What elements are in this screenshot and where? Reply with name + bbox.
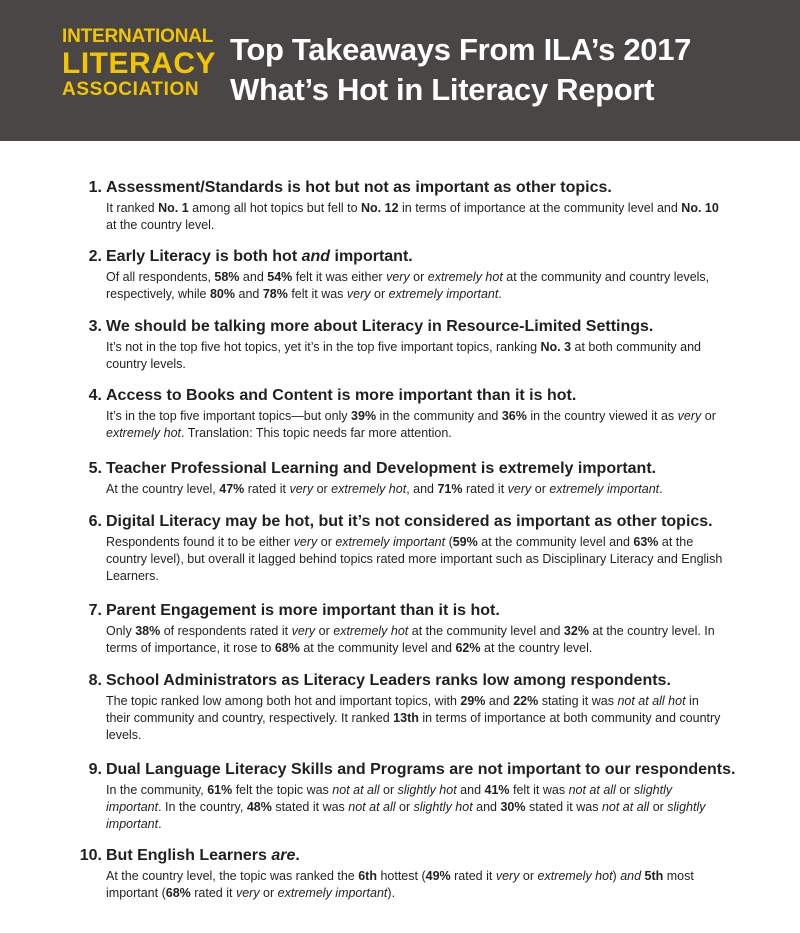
body-segment: extremely hot bbox=[106, 426, 182, 440]
body-segment: ( bbox=[445, 535, 453, 549]
body-segment: at the community level and bbox=[299, 641, 456, 655]
body-segment: 63% bbox=[633, 535, 659, 549]
takeaway-body bbox=[106, 623, 726, 657]
body-segment: 48% bbox=[246, 800, 272, 814]
body-segment: In the community, bbox=[106, 783, 208, 797]
body-segment: The topic ranked low among both hot and important topics, with bbox=[106, 694, 461, 708]
body-segment: and bbox=[472, 800, 501, 814]
body-segment: extremely important bbox=[388, 287, 499, 301]
body-segment: very bbox=[235, 886, 260, 900]
body-segment: and bbox=[485, 694, 514, 708]
takeaway-heading bbox=[106, 846, 786, 866]
body-segment: rated it bbox=[244, 482, 290, 496]
takeaway-heading bbox=[106, 386, 786, 406]
body-segment: felt it was bbox=[509, 783, 569, 797]
body-segment: rated it bbox=[462, 482, 508, 496]
takeaway-number: 2. bbox=[88, 248, 102, 265]
body-segment: in their community and country, respectively. It ranked bbox=[106, 694, 699, 725]
body-segment: and bbox=[235, 287, 263, 301]
page-title-line-2: What’s Hot in Literacy Report bbox=[230, 72, 655, 107]
heading-segment: are bbox=[271, 847, 296, 864]
heading-segment: But English Learners bbox=[106, 847, 272, 864]
body-segment: No. 3 bbox=[540, 340, 572, 354]
takeaway-heading bbox=[106, 512, 786, 532]
body-segment: 13th bbox=[393, 711, 419, 725]
heading-segment: Access to Books and Content is more important than it is hot. bbox=[106, 387, 577, 404]
body-segment: 80% bbox=[209, 287, 236, 301]
body-segment: Only bbox=[106, 624, 136, 638]
heading-segment: Parent Engagement is more important than it is hot. bbox=[106, 602, 500, 619]
body-segment: 38% bbox=[135, 624, 161, 638]
body-segment: not at all bbox=[348, 800, 396, 814]
body-segment: felt the topic was bbox=[232, 783, 333, 797]
body-segment: and bbox=[620, 869, 642, 883]
body-segment: or bbox=[701, 409, 716, 423]
body-segment: 32% bbox=[563, 624, 589, 638]
body-segment: very bbox=[346, 287, 371, 301]
body-segment: 41% bbox=[484, 783, 510, 797]
body-segment: slightly hot bbox=[397, 783, 457, 797]
takeaway-body bbox=[106, 782, 726, 833]
logo-line-international: INTERNATIONAL bbox=[62, 26, 214, 47]
body-segment: Respondents found it to be either bbox=[106, 535, 294, 549]
takeaway-body bbox=[106, 868, 726, 902]
body-segment: 68% bbox=[165, 886, 191, 900]
page-title bbox=[230, 30, 790, 110]
body-segment: extremely hot bbox=[537, 869, 613, 883]
body-segment: or bbox=[370, 287, 389, 301]
body-segment: at the country level. bbox=[106, 218, 215, 232]
body-segment: felt it was bbox=[287, 287, 347, 301]
takeaway-heading bbox=[106, 247, 786, 267]
body-segment: among all hot topics but fell to bbox=[188, 201, 362, 215]
body-segment: in terms of importance at the community level and bbox=[398, 201, 682, 215]
takeaway-body bbox=[106, 693, 726, 744]
takeaway-number: 9. bbox=[88, 761, 102, 778]
body-segment: 39% bbox=[351, 409, 377, 423]
body-segment: hottest ( bbox=[376, 869, 426, 883]
body-segment: 54% bbox=[267, 270, 293, 284]
body-segment: very bbox=[291, 624, 316, 638]
body-segment: not at all bbox=[601, 800, 650, 814]
body-segment: At the country level, the topic was ranked the bbox=[106, 869, 359, 883]
body-segment: 49% bbox=[425, 869, 451, 883]
body-segment: slightly important bbox=[106, 783, 673, 814]
body-segment: or bbox=[409, 270, 428, 284]
body-segment: not at all hot bbox=[617, 694, 686, 708]
takeaway-number: 10. bbox=[79, 847, 102, 864]
body-segment: and bbox=[239, 270, 268, 284]
takeaway-heading bbox=[106, 459, 786, 479]
heading-segment: We should be talking more about Literacy in Resource-Limited Settings. bbox=[106, 318, 654, 335]
body-segment: or bbox=[315, 624, 334, 638]
body-segment: No. 12 bbox=[361, 201, 399, 215]
body-segment: No. 1 bbox=[158, 201, 189, 215]
heading-segment: Teacher Professional Learning and Development is extremely important. bbox=[106, 460, 657, 477]
body-segment: very bbox=[386, 270, 410, 284]
body-segment: or bbox=[395, 800, 414, 814]
body-segment: 62% bbox=[455, 641, 481, 655]
body-segment: Of all respondents, bbox=[106, 270, 215, 284]
body-segment: at the community level and bbox=[477, 535, 634, 549]
body-segment: very bbox=[289, 482, 314, 496]
heading-segment: Digital Literacy may be hot, but it’s not considered as important as other topics. bbox=[106, 513, 713, 530]
takeaway-heading bbox=[106, 760, 786, 780]
body-segment: It ranked bbox=[106, 201, 159, 215]
takeaway-heading bbox=[106, 317, 786, 337]
takeaway-body bbox=[106, 481, 726, 498]
body-segment: extremely important bbox=[549, 482, 660, 496]
body-segment: in the community and bbox=[376, 409, 502, 423]
body-segment: 30% bbox=[500, 800, 526, 814]
body-segment: 68% bbox=[274, 641, 300, 655]
body-segment: extremely hot bbox=[333, 624, 409, 638]
body-segment: or bbox=[531, 482, 550, 496]
takeaway-number: 7. bbox=[88, 602, 102, 619]
takeaway-number: 4. bbox=[88, 387, 102, 404]
body-segment: or bbox=[317, 535, 336, 549]
body-segment: stated it was bbox=[271, 800, 349, 814]
body-segment: No. 10 bbox=[681, 201, 719, 215]
heading-segment: . bbox=[295, 847, 300, 864]
body-segment: at the community level and bbox=[408, 624, 564, 638]
body-segment: very bbox=[495, 869, 520, 883]
body-segment: 29% bbox=[460, 694, 486, 708]
heading-segment: School Administrators as Literacy Leaders ranks low among respondents. bbox=[106, 672, 671, 689]
body-segment: 71% bbox=[437, 482, 463, 496]
body-segment: 36% bbox=[501, 409, 527, 423]
header-banner bbox=[0, 0, 800, 141]
body-segment: at the country level), but overall it lagged behind topics rated more important such as Disciplinary Literacy and English Learners. bbox=[106, 535, 723, 583]
body-segment: or bbox=[649, 800, 668, 814]
takeaway-heading bbox=[106, 671, 786, 691]
body-segment: It’s in the top five important topics—but only bbox=[106, 409, 352, 423]
body-segment: of respondents rated it bbox=[160, 624, 292, 638]
body-segment: very bbox=[293, 535, 318, 549]
body-segment: at the country level. bbox=[480, 641, 593, 655]
heading-segment: Early Literacy is both hot bbox=[106, 248, 302, 265]
body-segment: At the country level, bbox=[106, 482, 220, 496]
body-segment: rated it bbox=[190, 886, 236, 900]
body-segment: very bbox=[677, 409, 702, 423]
body-segment: , and bbox=[406, 482, 438, 496]
body-segment: felt it was either bbox=[292, 270, 387, 284]
heading-segment: Dual Language Literacy Skills and Programs are not important to our respondents. bbox=[106, 761, 736, 778]
takeaway-number: 5. bbox=[88, 460, 102, 477]
takeaway-number: 6. bbox=[88, 513, 102, 530]
body-segment: in the country viewed it as bbox=[526, 409, 678, 423]
body-segment: 5th bbox=[644, 869, 664, 883]
body-segment: extremely hot bbox=[427, 270, 503, 284]
body-segment: . bbox=[158, 817, 162, 831]
body-segment: or bbox=[259, 886, 278, 900]
body-segment: and bbox=[456, 783, 485, 797]
body-segment: 6th bbox=[358, 869, 377, 883]
body-segment: 22% bbox=[513, 694, 539, 708]
takeaway-number: 1. bbox=[88, 179, 102, 196]
body-segment: extremely important bbox=[335, 535, 446, 549]
body-segment: . Translation: This topic needs far more attention. bbox=[181, 426, 452, 440]
takeaway-number: 8. bbox=[88, 672, 102, 689]
body-segment: slightly important bbox=[106, 800, 706, 831]
body-segment: ) bbox=[612, 869, 621, 883]
logo-line-literacy: LITERACY bbox=[62, 47, 216, 80]
takeaway-heading bbox=[106, 601, 786, 621]
takeaway-body bbox=[106, 534, 726, 585]
body-segment: most important ( bbox=[106, 869, 694, 900]
body-segment: in terms of importance at both community and country levels. bbox=[106, 711, 721, 742]
body-segment: or bbox=[519, 869, 538, 883]
body-segment: stated it was bbox=[525, 800, 602, 814]
body-segment: rated it bbox=[450, 869, 496, 883]
body-segment: or bbox=[379, 783, 398, 797]
body-segment: stating it was bbox=[538, 694, 618, 708]
page-title-line-1: Top Takeaways From ILA’s 2017 bbox=[230, 32, 692, 67]
takeaway-heading bbox=[106, 178, 786, 198]
takeaway-body bbox=[106, 339, 726, 373]
body-segment: at the country level. In terms of importance, it rose to bbox=[106, 624, 715, 655]
body-segment: slightly hot bbox=[413, 800, 473, 814]
body-segment: very bbox=[507, 482, 532, 496]
body-segment: 59% bbox=[452, 535, 478, 549]
body-segment: at the community and country levels, respectively, while bbox=[106, 270, 710, 301]
body-segment: not at all bbox=[568, 783, 616, 797]
body-segment: at both community and country levels. bbox=[106, 340, 701, 371]
logo-line-association: ASSOCIATION bbox=[62, 79, 200, 100]
body-segment: . bbox=[659, 482, 663, 496]
body-segment: It’s not in the top five hot topics, yet it’s in the top five important topics, ranking bbox=[106, 340, 541, 354]
body-segment: . bbox=[498, 287, 502, 301]
body-segment: 78% bbox=[262, 287, 288, 301]
body-segment: 61% bbox=[207, 783, 233, 797]
heading-segment: important. bbox=[330, 248, 413, 265]
body-segment: 47% bbox=[219, 482, 245, 496]
body-segment: extremely hot bbox=[331, 482, 407, 496]
takeaway-body bbox=[106, 408, 726, 442]
heading-segment: Assessment/Standards is hot but not as important as other topics. bbox=[106, 179, 612, 196]
takeaway-body bbox=[106, 269, 726, 303]
body-segment: extremely important bbox=[277, 886, 388, 900]
body-segment: or bbox=[615, 783, 634, 797]
body-segment: or bbox=[313, 482, 332, 496]
body-segment: ). bbox=[387, 886, 396, 900]
heading-segment: and bbox=[301, 248, 331, 265]
body-segment: 58% bbox=[214, 270, 240, 284]
takeaway-body bbox=[106, 200, 726, 234]
takeaway-number: 3. bbox=[88, 318, 102, 335]
body-segment: not at all bbox=[332, 783, 380, 797]
body-segment: . In the country, bbox=[158, 800, 247, 814]
ila-logo bbox=[62, 26, 216, 101]
